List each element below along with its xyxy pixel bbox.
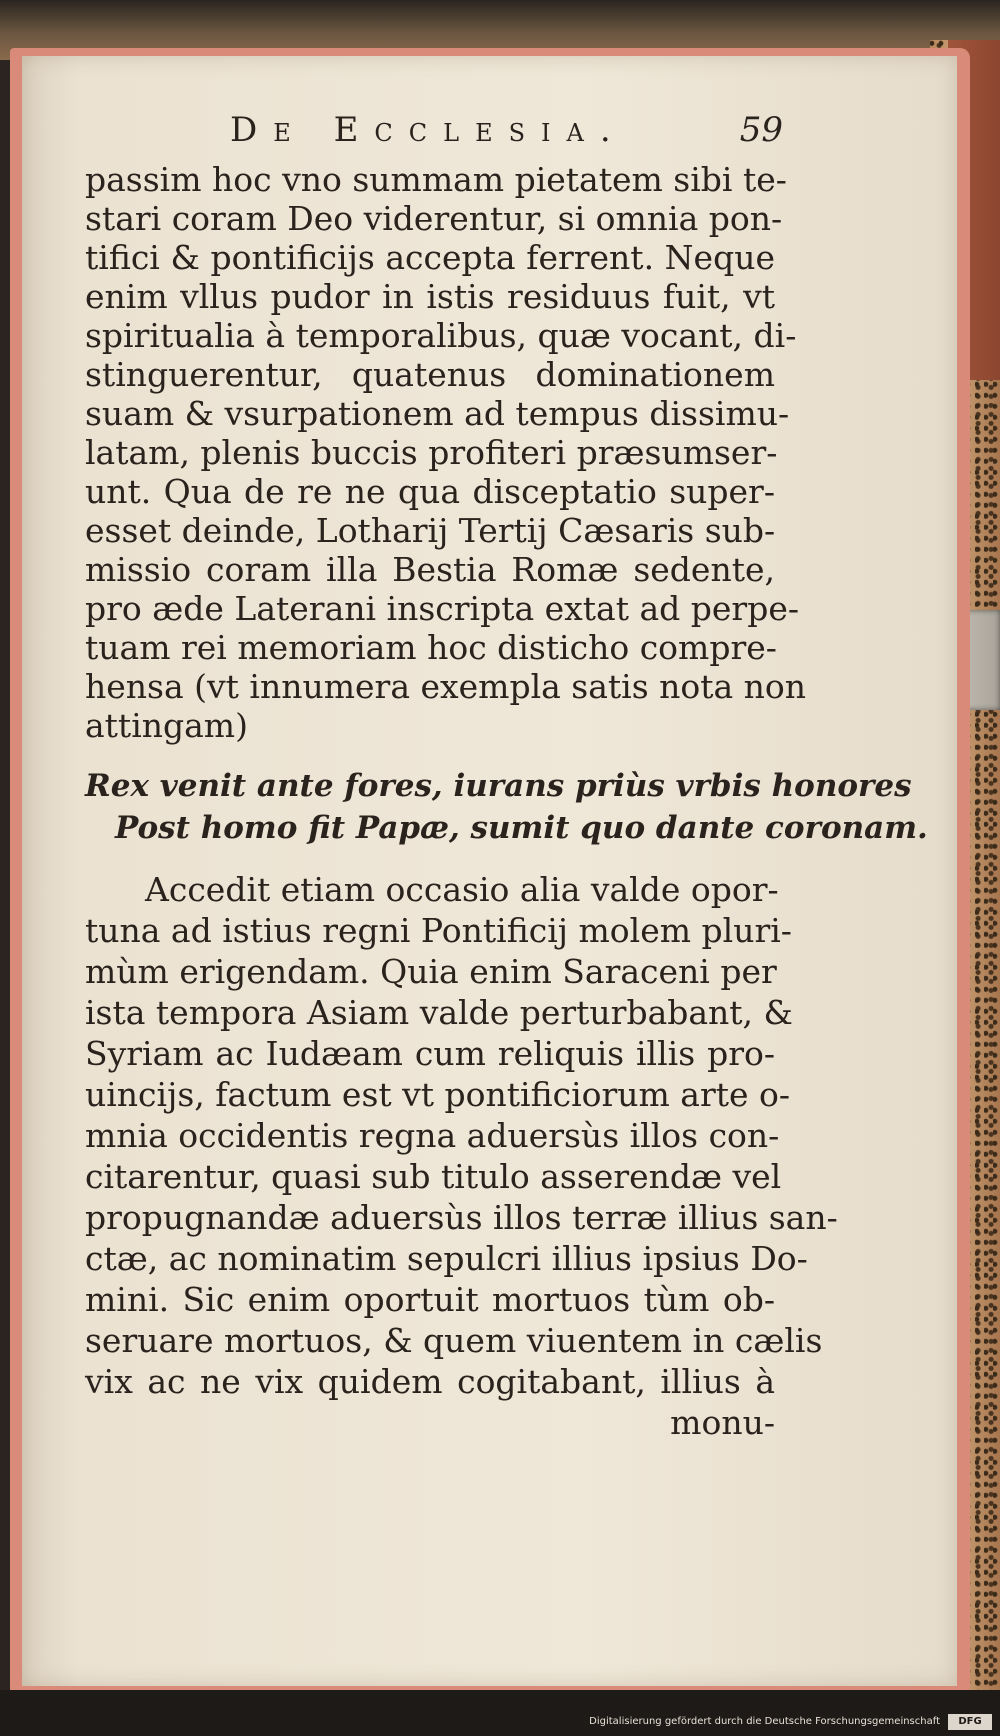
paragraph-2 <box>85 869 838 1402</box>
running-title: De Ecclesia. <box>230 110 627 150</box>
text-line: seruare mortuos, & quem viuentem in cælis <box>85 1321 823 1360</box>
verse-line: Post homo fit Papæ, sumit quo dante coronam. <box>115 810 928 846</box>
text-line: unt. Qua de re ne qua disceptatio super- <box>85 472 775 511</box>
dfg-logo: DFG <box>948 1714 992 1730</box>
text-line: pro æde Laterani inscripta extat ad perpe- <box>85 589 799 628</box>
text-line: mnia occidentis regna aduersùs illos con- <box>85 1116 780 1155</box>
text-line: citarentur, quasi sub titulo asserendæ vel <box>85 1157 782 1196</box>
page-text <box>85 110 928 1443</box>
text-line: ista tempora Asiam valde perturbabant, & <box>85 993 793 1032</box>
text-line: tuna ad istius regni Pontificij molem pluri- <box>85 911 792 950</box>
text-line: attingam) <box>85 706 248 745</box>
verse-line: Rex venit ante fores, iurans priùs vrbis honores <box>85 768 912 804</box>
text-line: suam & vsurpationem ad tempus dissimu- <box>85 394 790 433</box>
text-line: tifici & pontificijs accepta ferrent. Neque <box>85 238 775 277</box>
text-line: enim vllus pudor in istis residuus fuit, vt <box>85 277 775 316</box>
scan-bottom-bar <box>0 1690 1000 1736</box>
text-line: Accedit etiam occasio alia valde opor- <box>145 870 779 909</box>
text-line: stinguerentur, quatenus dominationem <box>85 355 775 394</box>
text-line: spiritualia à temporalibus, quæ vocant, di- <box>85 316 797 355</box>
text-line: esset deinde, Lotharij Tertij Cæsaris sub- <box>85 511 776 550</box>
digitization-credit: Digitalisierung gefördert durch die Deutsche Forschungsgemeinschaft <box>589 1716 940 1727</box>
text-line: passim hoc vno summam pietatem sibi te- <box>85 160 787 199</box>
text-line: stari coram Deo viderentur, si omnia pon- <box>85 199 783 238</box>
text-line: Syriam ac Iudæam cum reliquis illis pro- <box>85 1034 775 1073</box>
text-line: latam, plenis buccis profiteri præsumser- <box>85 433 778 472</box>
text-line: propugnandæ aduersùs illos terræ illius san- <box>85 1198 838 1237</box>
text-line: missio coram illa Bestia Romæ sedente, <box>85 550 775 589</box>
paragraph-1 <box>85 160 807 745</box>
text-line: vix ac ne vix quidem cogitabant, illius à <box>85 1362 775 1401</box>
running-head <box>85 110 783 160</box>
catchword: monu- <box>670 1403 775 1442</box>
text-line: uincijs, factum est vt pontificiorum arte o- <box>85 1075 791 1114</box>
verse-distich <box>85 765 928 849</box>
text-line: mùm erigendam. Quia enim Saraceni per <box>85 952 777 991</box>
text-line: ctæ, ac nominatim sepulcri illius ipsius Do- <box>85 1239 808 1278</box>
text-line: hensa (vt innumera exempla satis nota non <box>85 667 807 706</box>
text-line: tuam rei memoriam hoc disticho compre- <box>85 628 777 667</box>
page-number: 59 <box>739 110 783 150</box>
text-line: mini. Sic enim oportuit mortuos tùm ob- <box>85 1280 775 1319</box>
